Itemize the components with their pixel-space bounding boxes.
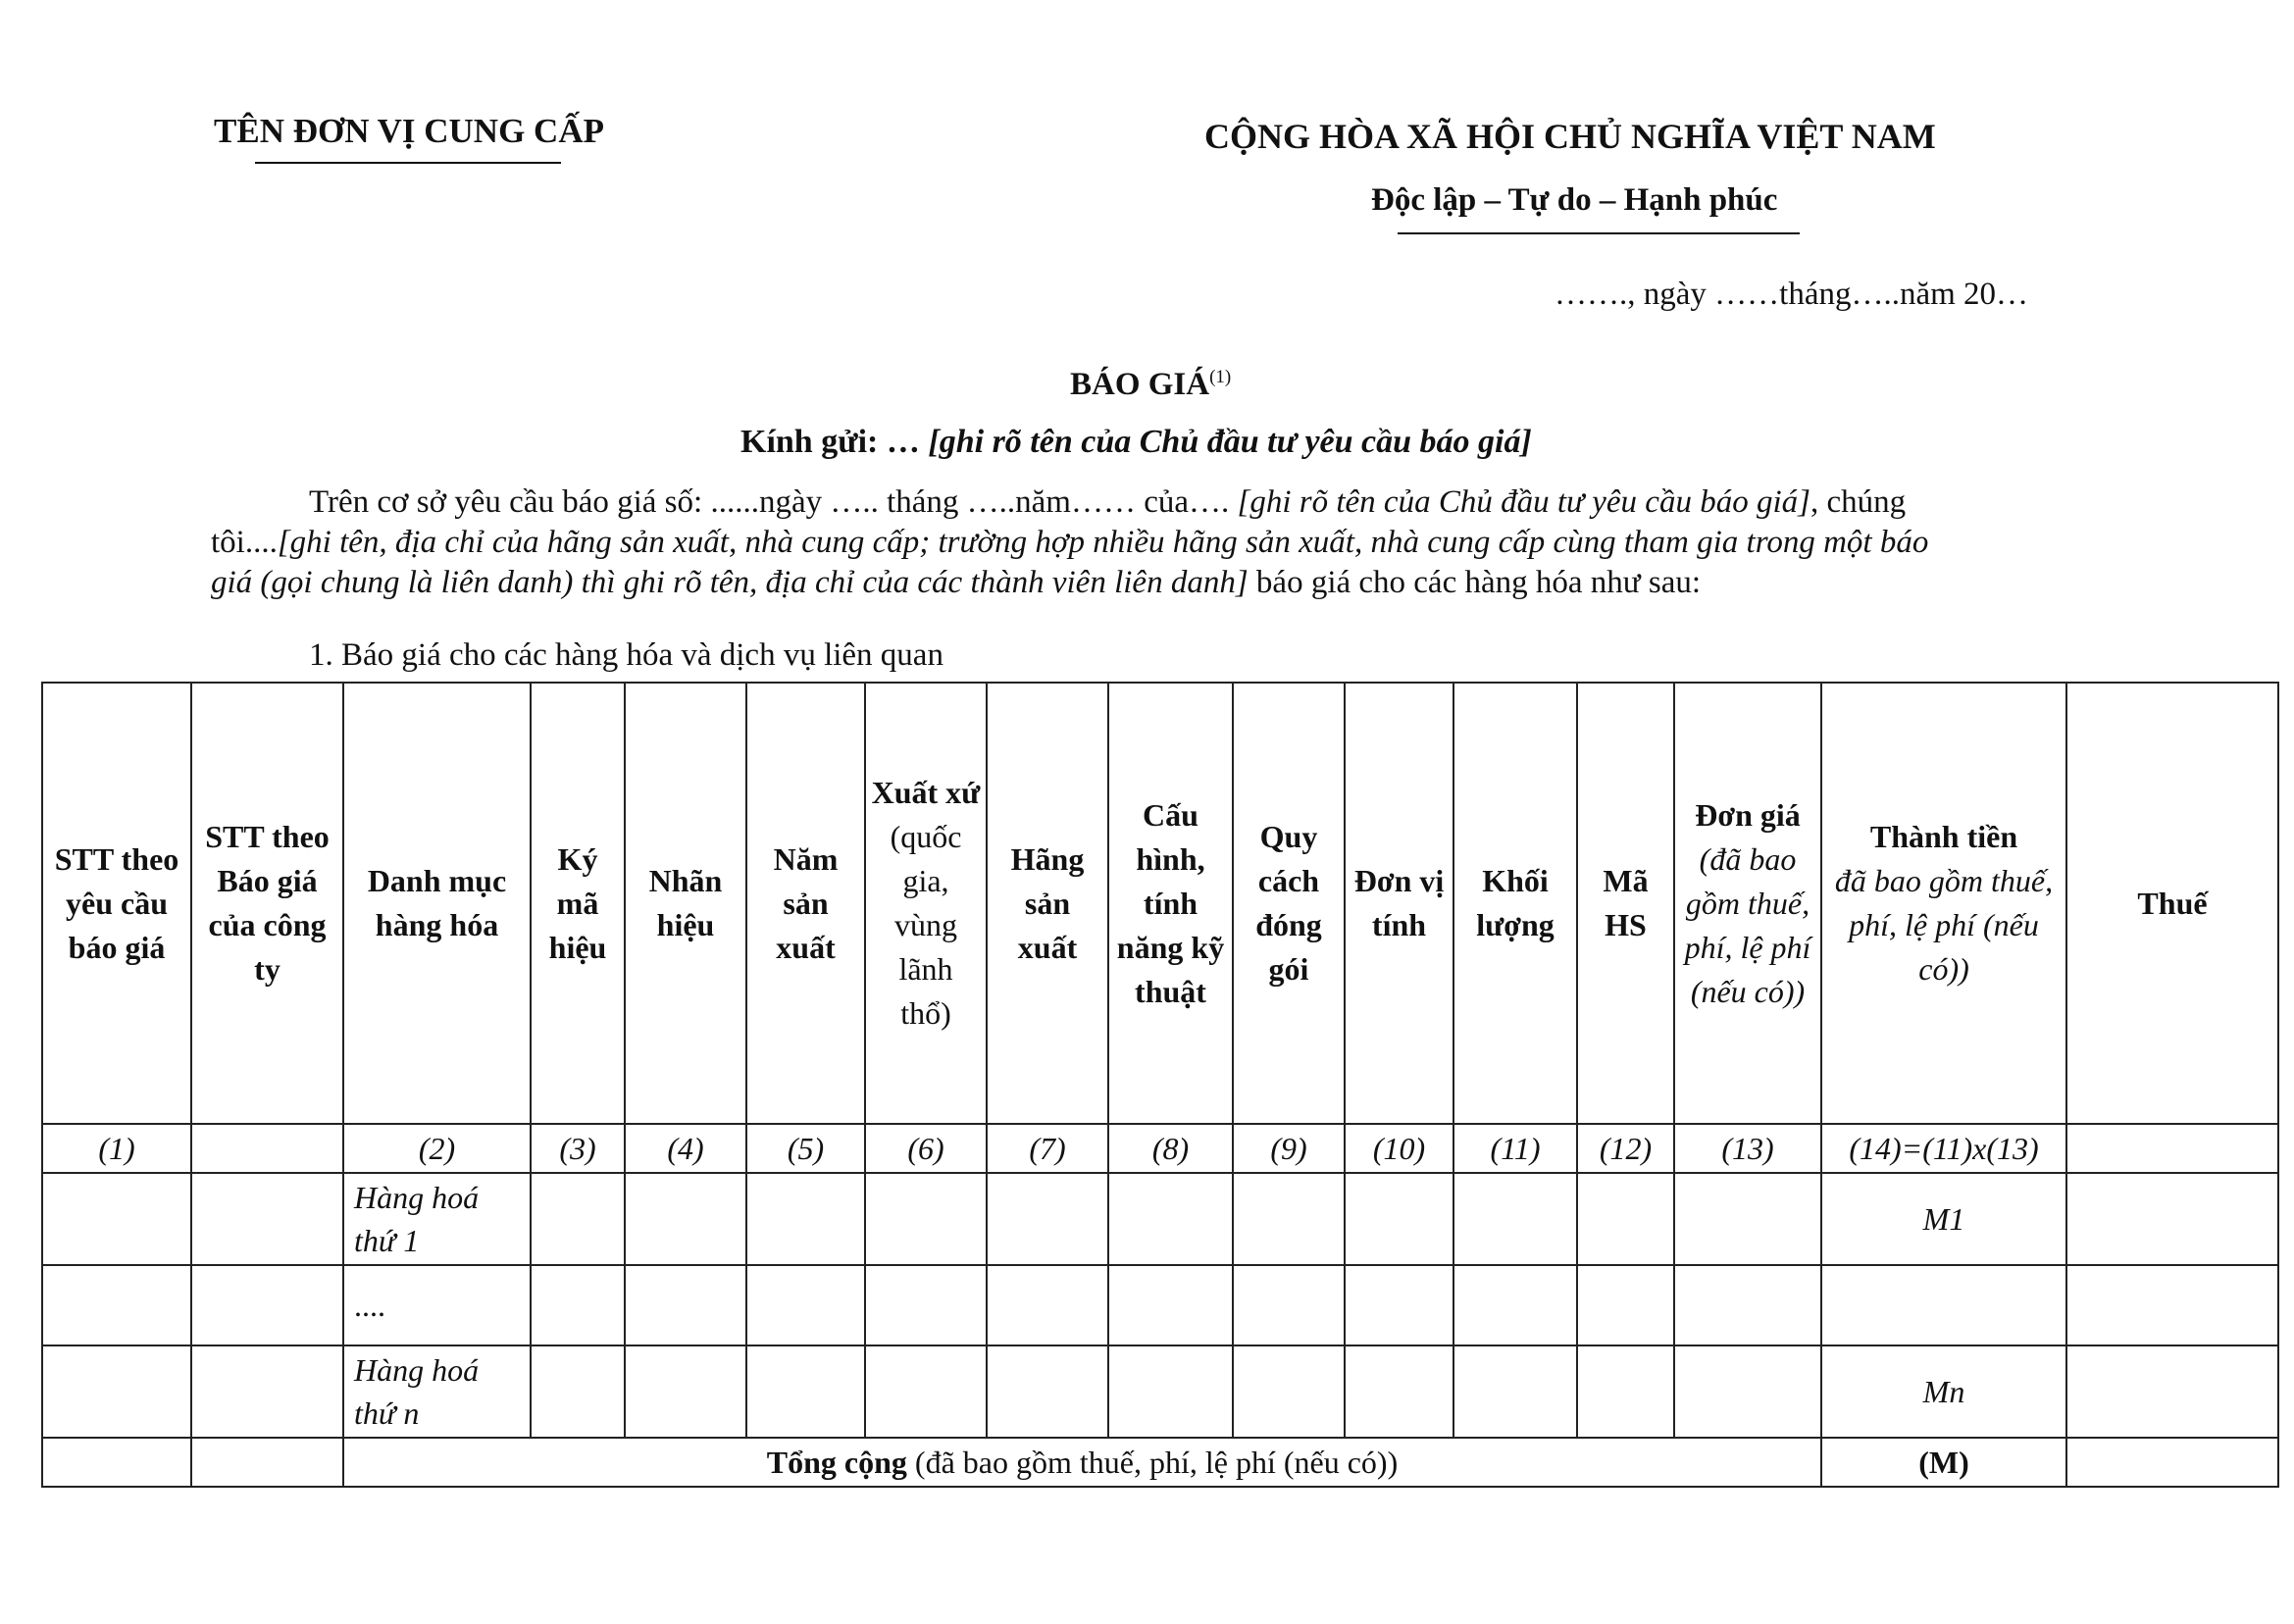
intro-text: tôi.... [211,525,278,560]
column-index: (10) [1345,1124,1453,1173]
table-cell [191,1345,343,1438]
column-index: (12) [1577,1124,1674,1173]
header-origin-label: Xuất xứ [871,775,981,810]
intro-placeholder: giá (gọi chung là liên danh) thì ghi rõ tên, địa chỉ của các thành viên liên danh] [211,565,1249,600]
header-stt-request: STT theo yêu cầu báo giá [42,683,191,1124]
column-index: (6) [865,1124,987,1173]
column-index [191,1124,343,1173]
header-unit: Đơn vị tính [1345,683,1453,1124]
table-cell [2066,1173,2278,1265]
table-cell [865,1265,987,1345]
table-cell [1577,1265,1674,1345]
table-cell [987,1173,1108,1265]
intro-placeholder: [ghi rõ tên của Chủ đầu tư yêu cầu báo giá] [1237,484,1810,520]
intro-placeholder: [ghi tên, địa chỉ của hãng sản xuất, nhà cung cấp; trường hợp nhiều hãng sản xuất, nhà cung cấp cùng tham gia trong một báo [277,525,1929,560]
header-packaging: Quy cách đóng gói [1233,683,1345,1124]
table-cell [1233,1345,1345,1438]
table-cell [625,1265,746,1345]
table-cell [1453,1345,1577,1438]
header-unit-price-note: (đã bao gồm thuế, phí, lệ phí (nếu có)) [1684,840,1811,1009]
table-cell [746,1173,865,1265]
table-cell [1108,1265,1233,1345]
table-cell [1345,1173,1453,1265]
table-row [42,1345,2278,1438]
date-line: ……., ngày ……tháng…..năm 20… [1555,277,2029,312]
column-index-row [42,1124,2278,1173]
column-index: (4) [625,1124,746,1173]
table-cell [1577,1173,1674,1265]
amount-cell: Mn [1821,1345,2066,1438]
table-cell [2066,1438,2278,1487]
goods-name-cell: Hàng hoá thứ n [343,1345,531,1438]
section-heading: 1. Báo giá cho các hàng hóa và dịch vụ liên quan [309,637,943,673]
quotation-table [41,682,2279,1488]
intro-paragraph-line-2 [211,525,1928,561]
document-title-text: BÁO GIÁ [1070,367,1210,402]
table-cell [746,1345,865,1438]
table-header-row [42,683,2278,1124]
header-total-amount [1821,683,2066,1124]
header-total-amount-label: Thành tiền [1869,819,2018,854]
table-cell [531,1265,625,1345]
table-row [42,1173,2278,1265]
national-motto: Độc lập – Tự do – Hạnh phúc [1371,182,1778,218]
header-manufacturer: Hãng sản xuất [987,683,1108,1124]
addressee-line [740,424,1532,461]
footnote-marker: (1) [1209,367,1232,387]
header-hs-code: Mã HS [1577,683,1674,1124]
total-label: Tổng cộng [766,1445,907,1480]
table-cell [42,1345,191,1438]
table-cell [987,1345,1108,1438]
table-cell [1345,1265,1453,1345]
intro-paragraph-line-3 [211,565,1701,601]
column-index: (13) [1674,1124,1821,1173]
table-cell [42,1265,191,1345]
column-index: (7) [987,1124,1108,1173]
table-cell [1108,1345,1233,1438]
header-unit-price-label: Đơn giá [1695,796,1801,833]
header-brand: Nhãn hiệu [625,683,746,1124]
table-cell [531,1173,625,1265]
addressee-label: Kính gửi: … [740,424,920,460]
document-title [1070,367,1231,403]
table-cell [531,1345,625,1438]
table-cell [1577,1345,1674,1438]
supplier-underline [255,162,561,164]
amount-cell [1821,1265,2066,1345]
table-cell [191,1265,343,1345]
table-cell [1453,1173,1577,1265]
total-note: (đã bao gồm thuế, phí, lệ phí (nếu có)) [906,1445,1399,1480]
table-cell [1674,1173,1821,1265]
column-index: (14)=(11)x(13) [1821,1124,2066,1173]
table-cell [1674,1345,1821,1438]
table-cell [625,1345,746,1438]
table-cell [2066,1265,2278,1345]
column-index [2066,1124,2278,1173]
header-total-amount-note: đã bao gồm thuế, phí, lệ phí (nếu có)) [1834,863,2054,987]
addressee-value: [ghi rõ tên của Chủ đầu tư yêu cầu báo giá] [919,424,1532,460]
column-index: (9) [1233,1124,1345,1173]
total-label-cell [343,1438,1821,1487]
motto-underline [1398,232,1800,234]
column-index: (1) [42,1124,191,1173]
header-manufacture-year: Năm sản xuất [746,683,865,1124]
table-cell [191,1173,343,1265]
header-unit-price [1674,683,1821,1124]
header-stt-company: STT theo Báo giá của công ty [191,683,343,1124]
goods-name-cell: .... [343,1265,531,1345]
table-cell [1233,1265,1345,1345]
table-cell [625,1173,746,1265]
header-tax: Thuế [2066,683,2278,1124]
national-title: CỘNG HÒA XÃ HỘI CHỦ NGHĨA VIỆT NAM [1204,117,1936,156]
column-index: (5) [746,1124,865,1173]
total-amount-cell: (M) [1821,1438,2066,1487]
amount-cell: M1 [1821,1173,2066,1265]
header-origin [865,683,987,1124]
column-index: (3) [531,1124,625,1173]
table-cell [746,1265,865,1345]
table-cell [42,1173,191,1265]
header-model-code: Ký mã hiệu [531,683,625,1124]
header-origin-note: (quốc gia, vùng lãnh thổ) [890,819,962,1031]
column-index: (8) [1108,1124,1233,1173]
column-index: (2) [343,1124,531,1173]
goods-name-cell: Hàng hoá thứ 1 [343,1173,531,1265]
table-row [42,1265,2278,1345]
table-cell [191,1438,343,1487]
intro-text: báo giá cho các hàng hóa như sau: [1248,565,1702,600]
intro-text: , chúng [1810,484,1907,520]
table-cell [1674,1265,1821,1345]
table-cell [1345,1345,1453,1438]
table-cell [865,1173,987,1265]
intro-paragraph-line-1 [309,484,1906,521]
header-goods-list: Danh mục hàng hóa [343,683,531,1124]
table-cell [1453,1265,1577,1345]
table-cell [987,1265,1108,1345]
table-cell [42,1438,191,1487]
column-index: (11) [1453,1124,1577,1173]
table-cell [2066,1345,2278,1438]
header-quantity: Khối lượng [1453,683,1577,1124]
intro-text: Trên cơ sở yêu cầu báo giá số: ......ngày ….. tháng …..năm…… của…. [309,484,1238,520]
table-cell [1233,1173,1345,1265]
supplier-name: TÊN ĐƠN VỊ CUNG CẤP [214,112,604,150]
header-specs: Cấu hình, tính năng kỹ thuật [1108,683,1233,1124]
table-cell [1108,1173,1233,1265]
total-row [42,1438,2278,1487]
table-cell [865,1345,987,1438]
